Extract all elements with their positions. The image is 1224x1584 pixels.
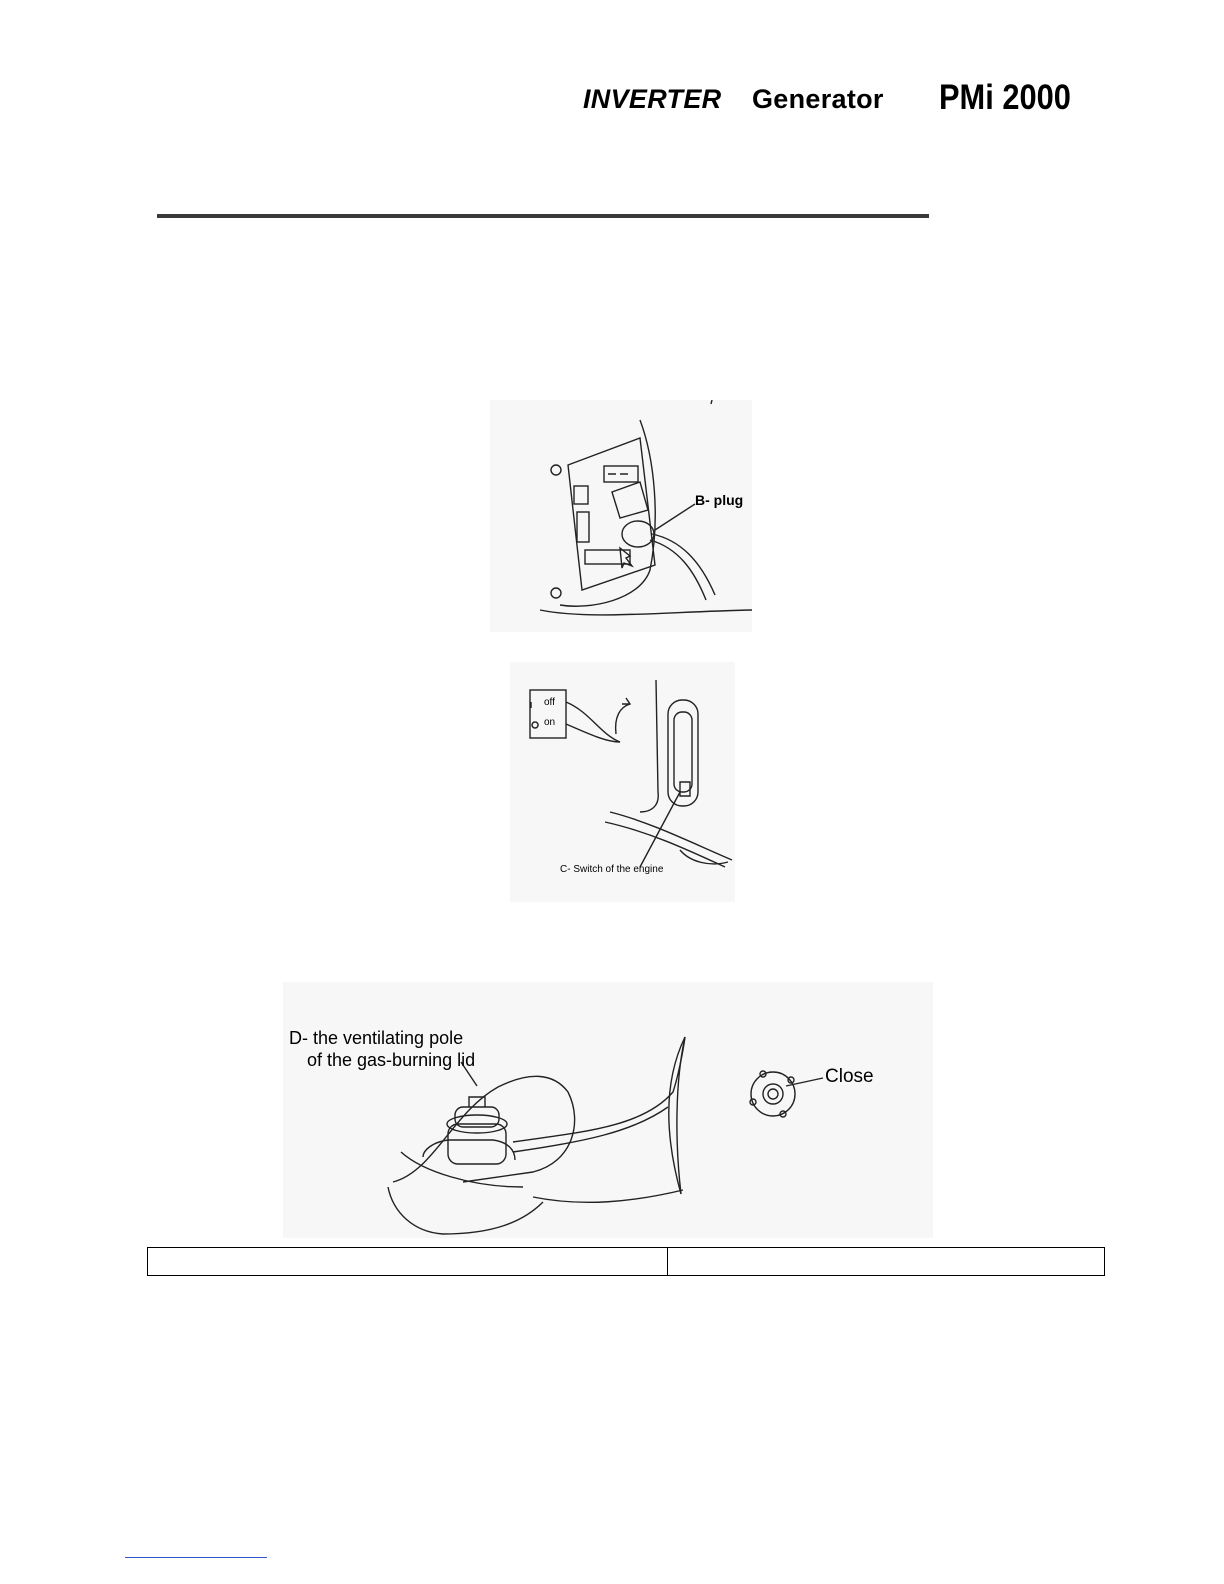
table-cell — [668, 1248, 1104, 1275]
header-generator: Generator — [752, 84, 884, 114]
label-close: Close — [825, 1066, 874, 1087]
empty-table — [147, 1247, 1105, 1276]
label-gas-burning-lid: of the gas-burning lid — [307, 1050, 476, 1070]
figure-plug — [490, 400, 752, 632]
figure-switch — [510, 662, 735, 902]
lid-illustration — [283, 982, 933, 1238]
header-divider — [157, 214, 929, 218]
header-model: PMi 2000 — [939, 78, 1071, 117]
switch-off-label: off — [544, 697, 555, 708]
page-header — [583, 78, 1103, 132]
switch-on-label: on — [544, 717, 556, 728]
footnote-link[interactable] — [125, 1557, 267, 1558]
table-cell — [148, 1248, 668, 1275]
label-ventilating-pole: D- the ventilating pole — [289, 1028, 464, 1048]
header-inverter: INVERTER — [583, 84, 722, 114]
label-plug: B- plug — [695, 492, 744, 508]
figure-lid — [283, 982, 933, 1238]
label-engine-switch: C- Switch of the engine — [560, 864, 664, 875]
plug-illustration — [490, 400, 752, 632]
